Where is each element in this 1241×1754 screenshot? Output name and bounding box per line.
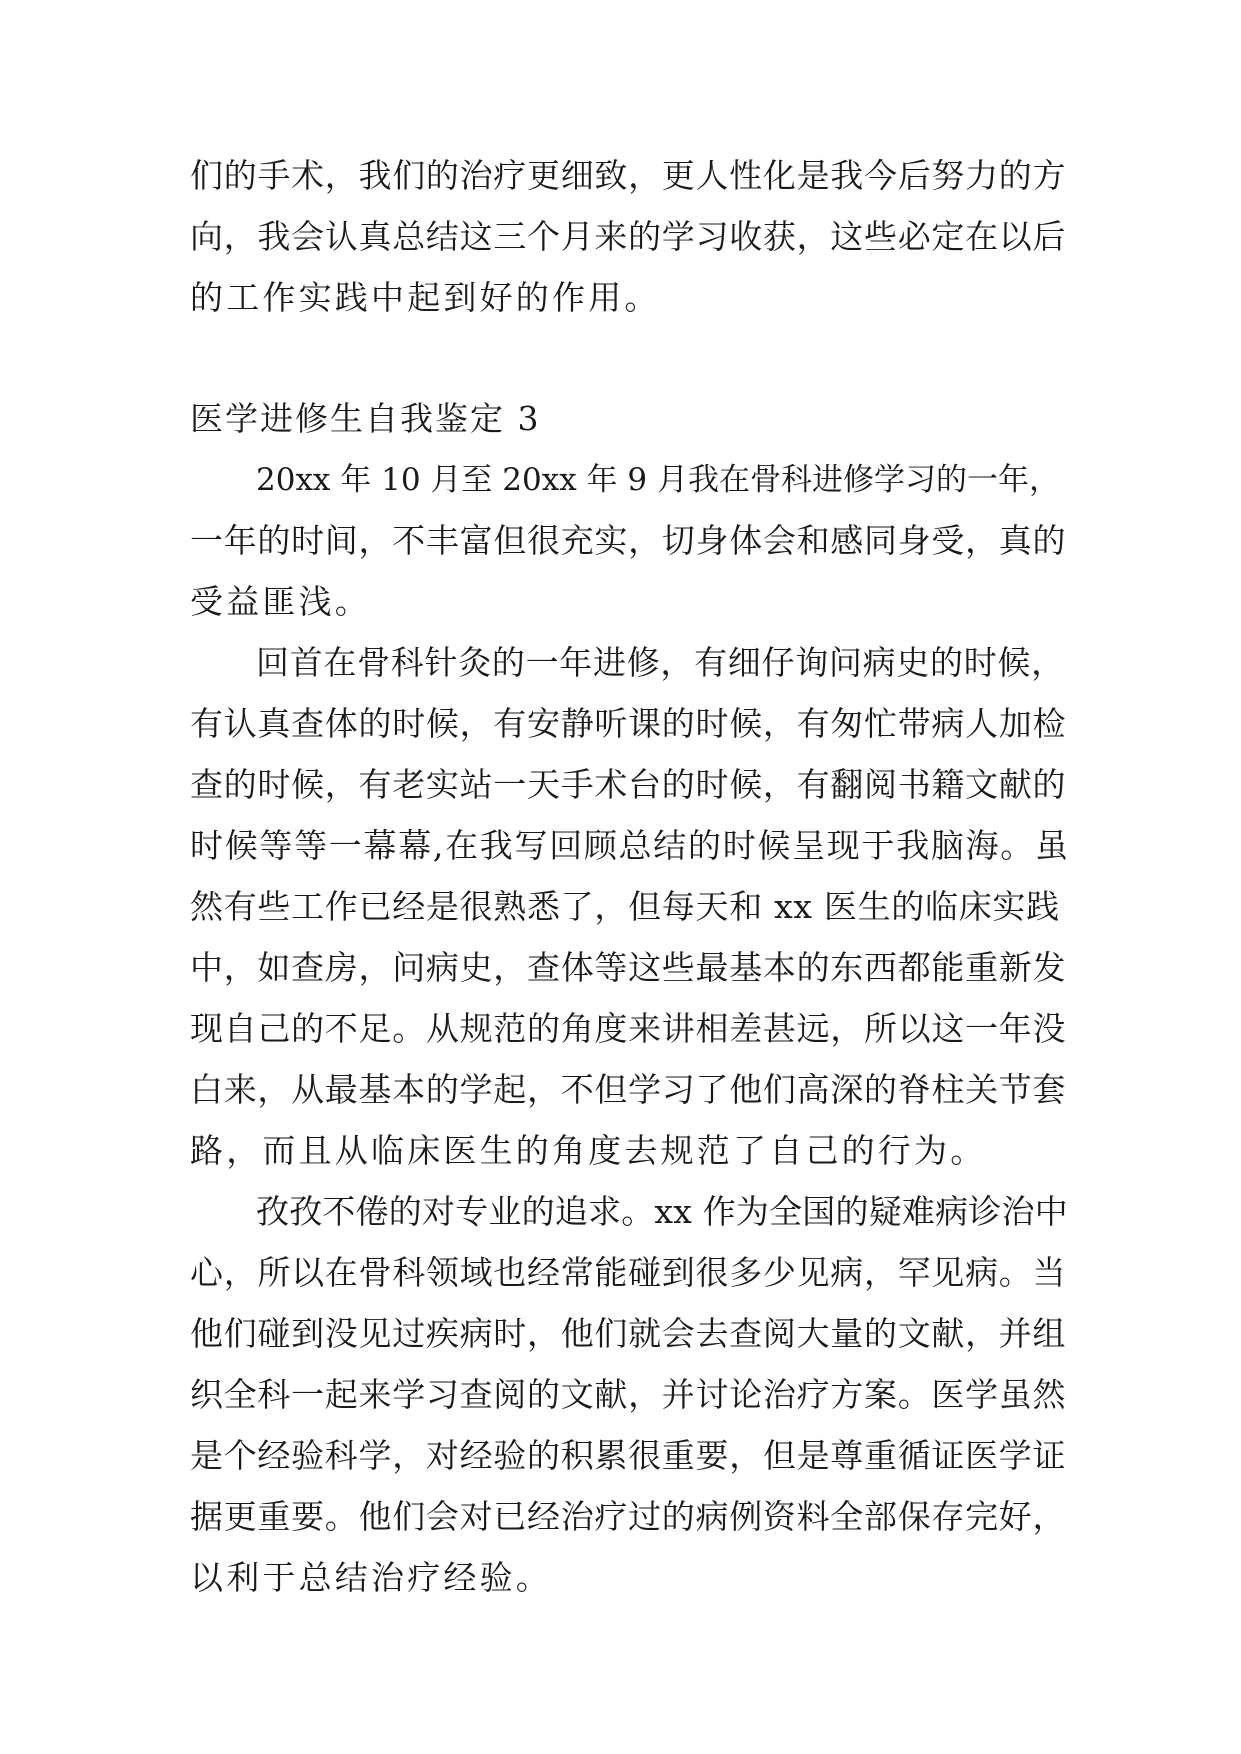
paragraph-2-line-2: 有认真查体的时候，有安静听课的时候，有匆忙带病人加检 — [190, 704, 1067, 743]
paragraph-2-line-3: 查的时候，有老实站一天手术台的时候，有翻阅书籍文献的 — [190, 765, 1067, 804]
paragraph-3-line-5: 是个经验科学，对经验的积累很重要，但是尊重循证医学证 — [190, 1436, 1067, 1475]
paragraph-1-line-2: 一年的时间，不丰富但很充实，切身体会和感同身受，真的 — [190, 521, 1067, 560]
paragraph-3-line-3: 他们碰到没见过疾病时，他们就会去查阅大量的文献，并组 — [190, 1314, 1067, 1353]
paragraph-3-line-1: 孜孜不倦的对专业的追求。xx 作为全国的疑难病诊治中 — [256, 1192, 1068, 1231]
paragraph-1-line-1: 20xx 年 10 月至 20xx 年 9 月我在骨科进修学习的一年， — [256, 462, 1060, 498]
section-title: 医学进修生自我鉴定 3 — [190, 399, 541, 438]
paragraph-3-line-7: 以利于总结治疗经验。 — [190, 1558, 552, 1597]
paragraph-2-line-8: 白来，从最基本的学起，不但学习了他们高深的脊柱关节套 — [190, 1070, 1067, 1109]
paragraph-2-line-9: 路，而且从临床医生的角度去规范了自己的行为。 — [190, 1131, 987, 1170]
paragraph-2-line-1: 回首在骨科针灸的一年进修，有细仔询问病史的时候， — [256, 643, 1065, 682]
paragraph-3-line-6: 据更重要。他们会对已经治疗过的病例资料全部保存完好， — [190, 1497, 1067, 1536]
paragraph-1-line-3: 受益匪浅。 — [190, 582, 371, 621]
intro-line-3: 的工作实践中起到好的作用。 — [190, 278, 661, 317]
paragraph-2-line-6: 中，如查房，问病史，查体等这些最基本的东西都能重新发 — [190, 948, 1067, 987]
paragraph-2-line-7: 现自己的不足。从规范的角度来讲相差甚远，所以这一年没 — [190, 1009, 1067, 1048]
intro-line-2: 向，我会认真总结这三个月来的学习收获，这些必定在以后 — [190, 217, 1067, 256]
paragraph-2-line-4: 时候等等一幕幕,在我写回顾总结的时候呈现于我脑海。虽 — [190, 826, 1070, 865]
paragraph-2-line-5: 然有些工作已经是很熟悉了，但每天和 xx 医生的临床实践 — [190, 887, 1060, 926]
paragraph-3-line-2: 心，所以在骨科领域也经常能碰到很多少见病，罕见病。当 — [190, 1253, 1067, 1292]
intro-line-1: 们的手术，我们的治疗更细致，更人性化是我今后努力的方 — [190, 156, 1067, 195]
paragraph-3-line-4: 织全科一起来学习查阅的文献，并讨论治疗方案。医学虽然 — [190, 1375, 1067, 1414]
